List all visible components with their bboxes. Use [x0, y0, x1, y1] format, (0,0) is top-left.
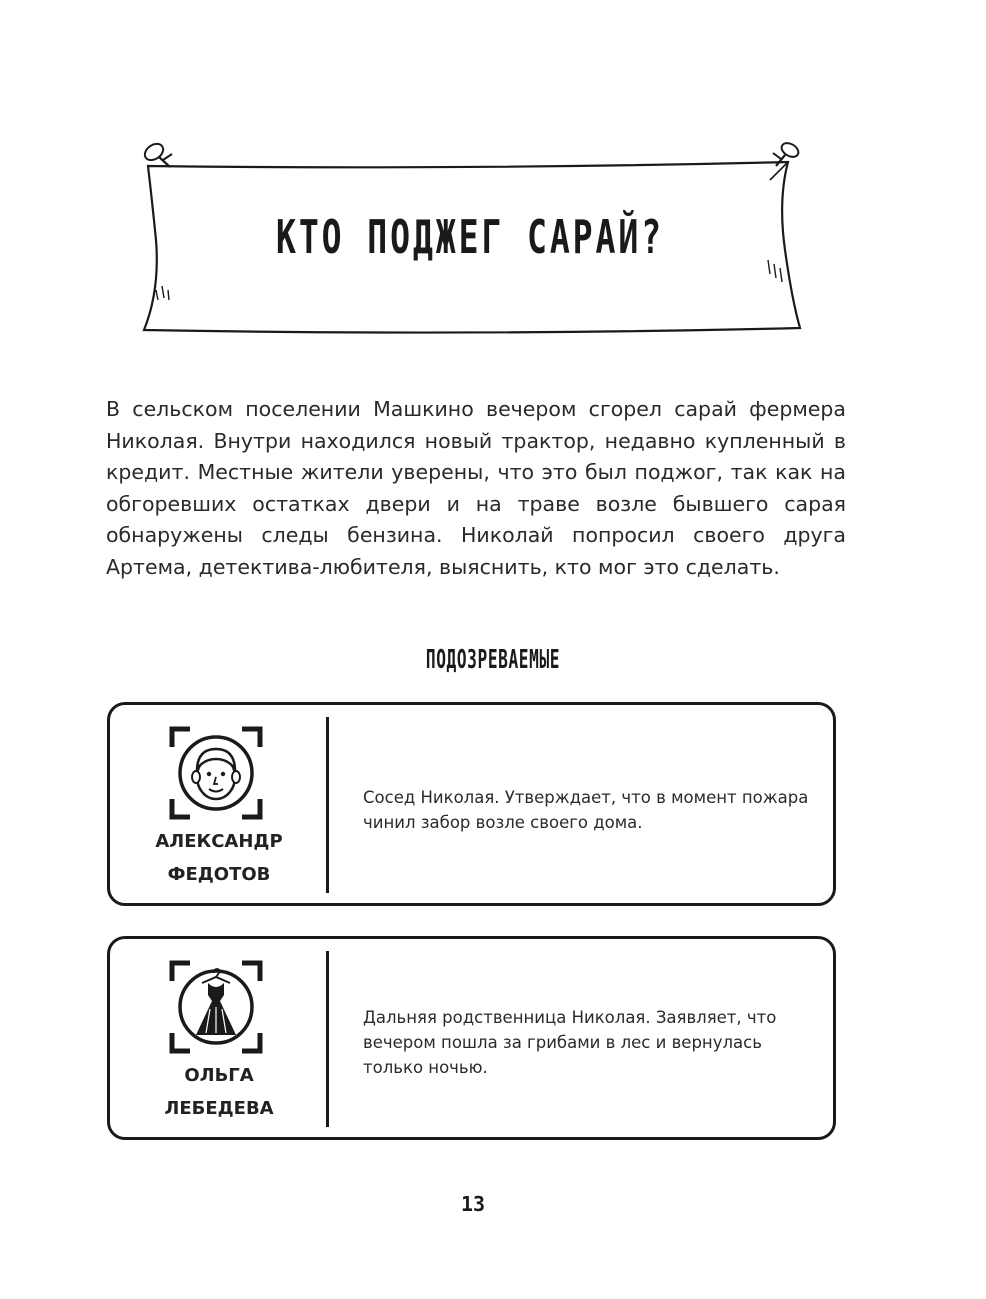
title-banner [130, 140, 810, 340]
page-number: 13 [460, 1192, 486, 1216]
intro-paragraph: В сельском поселении Машкино вечером сгорел сарай фермера Николая. Внутри находился новый трактор, недавно купленный в кредит. Местные жители уверены, что это был поджог, так как на обгоревших остатках двери и на траве возле бывшего сарая обнаружены следы бензина. Николай попросил своего друга Артема, детектива-любителя, выяснить, кто мог это сделать. [106, 397, 846, 579]
suspect-card-fedotov [107, 702, 836, 906]
suspects-heading: ПОДОЗРЕВАЕМЫЕ [425, 645, 561, 675]
page-title: КТО ПОДЖЕГ САРАЙ? [276, 210, 664, 264]
suspect-card-lebedeva [107, 936, 836, 1140]
dress-on-hanger-icon [168, 959, 264, 1055]
suspect-name: ОЛЬГА ЛЕБЕДЕВА [164, 1065, 274, 1119]
man-face-icon [168, 725, 264, 821]
suspect-description: Сосед Николая. Утверждает, что в момент пожара чинил забор возле своего дома. [363, 788, 809, 832]
suspect-description: Дальняя родственница Николая. Заявляет, что вечером пошла за грибами в лес и вернулась только ночью. [363, 1008, 777, 1077]
pushpin-left-icon [142, 141, 172, 167]
card-divider [326, 717, 329, 893]
suspect-name: АЛЕКСАНДР ФЕДОТОВ [155, 831, 283, 885]
card-divider [326, 951, 329, 1127]
